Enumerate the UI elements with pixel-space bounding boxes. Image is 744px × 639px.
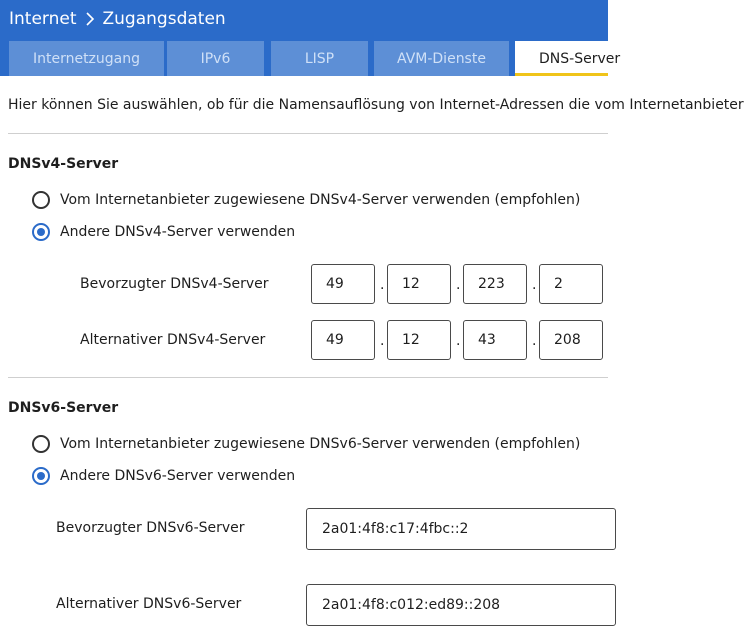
breadcrumb-item-internet[interactable]: Internet (9, 9, 77, 29)
dnsv4-alternative-octet-4[interactable]: 208 (539, 320, 603, 360)
radio-label: Andere DNSv4-Server verwenden (60, 224, 296, 240)
dnsv6-section-title: DNSv6-Server (8, 400, 119, 416)
octet-separator: . (456, 333, 461, 349)
octet-separator: . (532, 333, 537, 349)
octet-separator: . (380, 277, 385, 293)
tab-lisp[interactable]: LISP (271, 41, 368, 76)
divider (8, 133, 608, 134)
radio-button[interactable] (32, 191, 50, 209)
breadcrumb (9, 7, 226, 31)
radio-label: Andere DNSv6-Server verwenden (60, 468, 296, 484)
tab-internetzugang[interactable]: Internetzugang (9, 41, 164, 76)
dnsv4-custom-option[interactable] (32, 223, 295, 241)
radio-button[interactable] (32, 435, 50, 453)
header-bar (0, 0, 621, 76)
dnsv6-preferred-input[interactable]: 2a01:4f8:c17:4fbc::2 (306, 508, 616, 550)
radio-button-checked[interactable] (32, 223, 50, 241)
dnsv4-alternative-octet-2[interactable]: 12 (387, 320, 451, 360)
dnsv4-preferred-octet-1[interactable]: 49 (311, 264, 375, 304)
dnsv4-preferred-octet-2[interactable]: 12 (387, 264, 451, 304)
dnsv6-alternative-label: Alternativer DNSv6-Server (56, 596, 242, 612)
dnsv4-preferred-octet-3[interactable]: 223 (463, 264, 527, 304)
intro-text: Hier können Sie auswählen, ob für die Namensauflösung von Internet-Adressen die vom Internetanbieter (8, 97, 744, 113)
tab-avm-dienste[interactable]: AVM-Dienste (374, 41, 509, 76)
octet-separator: . (456, 277, 461, 293)
dnsv4-provider-option[interactable] (32, 191, 580, 209)
radio-label: Vom Internetanbieter zugewiesene DNSv6-Server verwenden (empfohlen) (60, 436, 581, 452)
octet-separator: . (380, 333, 385, 349)
tab-dns-server[interactable]: DNS-Server (515, 41, 608, 76)
dnsv6-alternative-input[interactable]: 2a01:4f8:c012:ed89::208 (306, 584, 616, 626)
radio-label: Vom Internetanbieter zugewiesene DNSv4-Server verwenden (empfohlen) (60, 192, 581, 208)
dnsv4-section-title: DNSv4-Server (8, 156, 119, 172)
dnsv6-preferred-label: Bevorzugter DNSv6-Server (56, 520, 245, 536)
radio-button-checked[interactable] (32, 467, 50, 485)
dnsv4-alternative-octet-3[interactable]: 43 (463, 320, 527, 360)
dnsv4-preferred-label: Bevorzugter DNSv4-Server (80, 276, 269, 292)
dnsv4-alternative-label: Alternativer DNSv4-Server (80, 332, 266, 348)
dnsv6-provider-option[interactable] (32, 435, 580, 453)
divider (8, 377, 608, 378)
tab-ipv6[interactable]: IPv6 (167, 41, 264, 76)
dnsv6-custom-option[interactable] (32, 467, 295, 485)
breadcrumb-item-zugangsdaten: Zugangsdaten (102, 9, 226, 29)
octet-separator: . (532, 277, 537, 293)
dnsv4-preferred-octet-4[interactable]: 2 (539, 264, 603, 304)
dnsv4-alternative-octet-1[interactable]: 49 (311, 320, 375, 360)
chevron-right-icon (83, 8, 97, 30)
